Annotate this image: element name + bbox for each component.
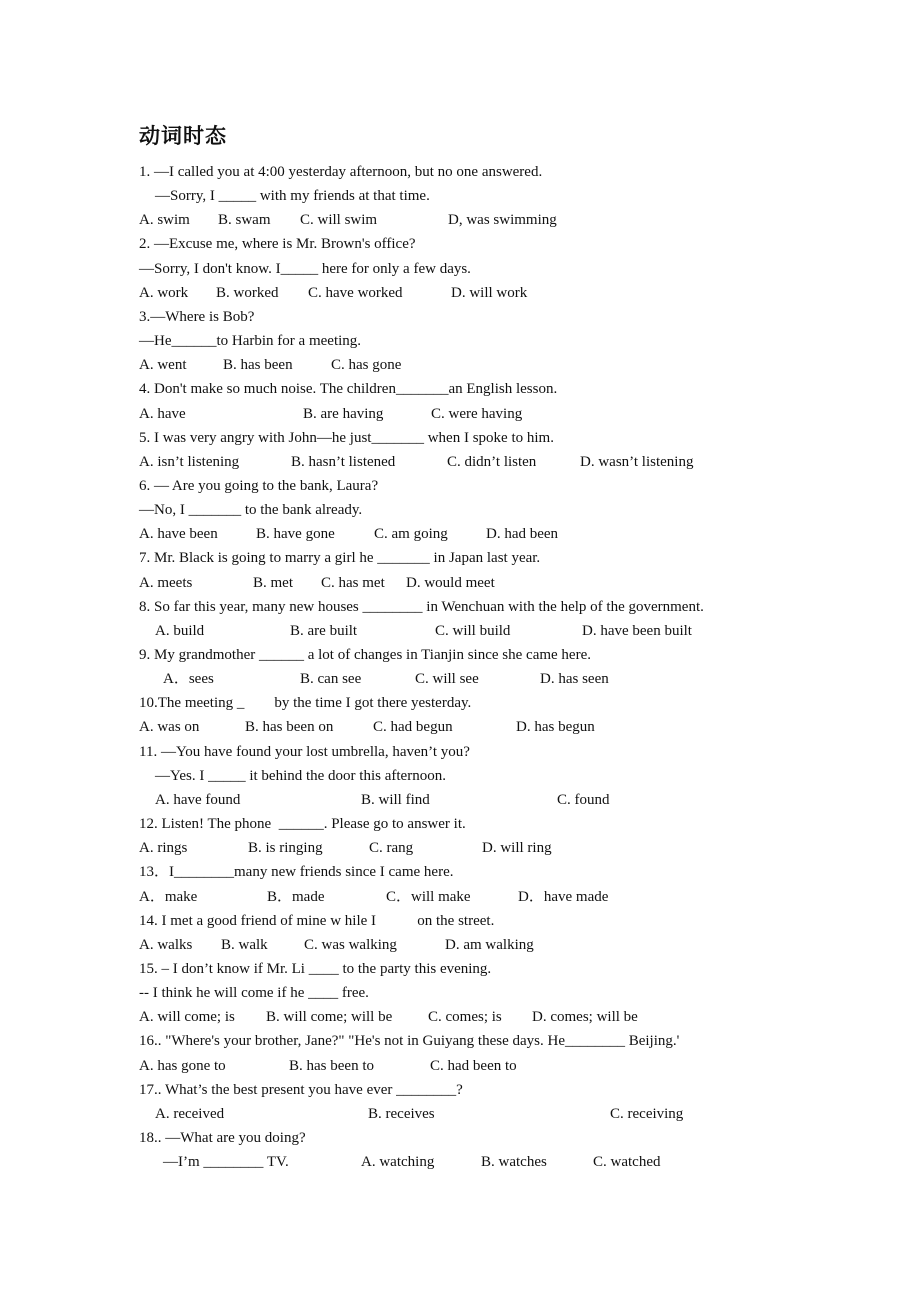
answer-option: D. have been built <box>582 622 692 639</box>
question-line <box>0 232 920 256</box>
question-line <box>0 691 920 715</box>
question-line <box>0 981 920 1005</box>
question-line <box>0 1126 920 1150</box>
answer-options <box>0 933 920 957</box>
question-text: -- I think he will come if he ____ free. <box>139 985 369 1002</box>
answer-option: A．make <box>139 888 198 905</box>
question-line <box>0 764 920 788</box>
answer-option: C. was walking <box>304 936 397 953</box>
answer-options <box>0 1054 920 1078</box>
question-text: 17.. What’s the best present you have ever ________? <box>139 1081 463 1098</box>
answer-option: A. was on <box>139 719 200 736</box>
question-text: 9. My grandmother ______ a lot of changes in Tianjin since she came here. <box>139 647 591 663</box>
answer-option: D. has begun <box>516 719 595 736</box>
question-text: 7. Mr. Black is going to marry a girl he _______ in Japan last year. <box>139 550 541 567</box>
question-text: 15. – I don’t know if Mr. Li ____ to the party this evening. <box>139 960 492 977</box>
question-line <box>0 957 920 981</box>
answer-option: B. will come; will be <box>266 1009 393 1026</box>
answer-option: A. meets <box>139 574 193 591</box>
question-line <box>0 909 920 933</box>
question-text: 2. —Excuse me, where is Mr. Brown's office? <box>139 236 416 253</box>
answer-option: C. were having <box>431 405 523 422</box>
question-line <box>0 426 920 450</box>
answer-options <box>0 571 920 595</box>
answer-option: D, was swimming <box>448 212 557 229</box>
question-line <box>0 740 920 764</box>
answer-option: B. met <box>253 574 293 591</box>
question-text: —Sorry, I don't know. I_____ here for only a few days. <box>139 260 471 277</box>
answer-option: A．sees <box>163 671 214 688</box>
page-title: 动词时态 <box>139 124 227 148</box>
answer-option: A. have <box>139 405 186 422</box>
answer-options <box>0 450 920 474</box>
answer-options <box>0 715 920 739</box>
question-text: 13．I________many new friends since I came here. <box>139 864 454 881</box>
answer-options <box>0 885 920 909</box>
question-text: 14. I met a good friend of mine w hile I on the street. <box>139 912 495 929</box>
answer-option: B. has been to <box>289 1057 374 1074</box>
answer-option: D. would meet <box>406 574 495 591</box>
answer-option: C. watched <box>593 1154 661 1171</box>
answer-option: C. receiving <box>610 1105 684 1122</box>
answer-option: A. will come; is <box>139 1009 235 1026</box>
answer-option: B. have gone <box>256 526 335 543</box>
answer-option: B. has been <box>223 357 293 374</box>
answer-option: B．made <box>267 888 325 905</box>
question-line <box>0 595 920 619</box>
answer-options <box>0 667 920 691</box>
answer-option: C. had been to <box>430 1057 517 1074</box>
answer-option: D．have made <box>518 888 609 905</box>
answer-option: B. receives <box>368 1105 435 1122</box>
answer-option: A. isn’t listening <box>139 453 240 470</box>
answer-option: C. am going <box>374 526 448 543</box>
answer-option: B. can see <box>300 671 362 688</box>
question-line <box>0 257 920 281</box>
answer-option: C. has gone <box>331 357 402 374</box>
answer-options <box>0 788 920 812</box>
answer-options <box>0 619 920 643</box>
answer-option: A. work <box>139 284 189 301</box>
answer-option: D. will work <box>451 284 528 301</box>
question-line <box>0 329 920 353</box>
question-line <box>0 305 920 329</box>
answer-options <box>0 353 920 377</box>
answer-option: C. will see <box>415 671 479 688</box>
answer-options <box>0 1102 920 1126</box>
answer-option: B. swam <box>218 212 271 229</box>
question-line <box>0 546 920 570</box>
answer-option: D. am walking <box>445 936 534 953</box>
question-text: 5. I was very angry with John—he just_______ when I spoke to him. <box>139 429 554 446</box>
answer-option: B. is ringing <box>248 840 323 857</box>
question-line <box>0 1029 920 1053</box>
answer-option: C. will build <box>435 622 511 639</box>
answer-option: A. walks <box>139 936 193 953</box>
answer-option: C．will make <box>386 888 471 905</box>
question-text: 3.—Where is Bob? <box>139 308 255 325</box>
answer-option: C. found <box>557 791 610 808</box>
question-line <box>0 184 920 208</box>
answer-options <box>0 1150 920 1174</box>
answer-option: A. swim <box>139 212 190 229</box>
answer-options <box>0 522 920 546</box>
answer-option: A. build <box>155 622 205 639</box>
answer-option: C. comes; is <box>428 1009 502 1026</box>
answer-option: A. have been <box>139 526 218 543</box>
answer-option: C. will swim <box>300 212 378 229</box>
answer-option: A. have found <box>155 791 241 808</box>
answer-option: C. rang <box>369 840 414 857</box>
answer-option: B. has been on <box>245 719 334 736</box>
answer-option: D. had been <box>486 526 559 543</box>
answer-options <box>0 1005 920 1029</box>
answer-option: C. has met <box>321 574 385 591</box>
answer-option: B. worked <box>216 284 279 301</box>
answer-option: D. comes; will be <box>532 1009 638 1026</box>
question-text: 10.The meeting _ by the time I got there yesterday. <box>139 695 472 712</box>
answer-option: B. walk <box>221 936 268 953</box>
answer-option: C. didn’t listen <box>447 453 537 470</box>
answer-option: A. went <box>139 357 187 374</box>
question-text: —He______to Harbin for a meeting. <box>139 333 362 350</box>
answer-options <box>0 836 920 860</box>
answer-option: D. will ring <box>482 840 552 857</box>
answer-option: B. hasn’t listened <box>291 453 396 470</box>
question-text: —Sorry, I _____ with my friends at that time. <box>155 188 430 205</box>
answer-option: C. had begun <box>373 719 453 736</box>
answer-option: A. watching <box>361 1154 435 1171</box>
answer-option: A. received <box>155 1105 225 1122</box>
answer-options <box>0 281 920 305</box>
answer-option: D. has seen <box>540 671 609 688</box>
answer-option: D. wasn’t listening <box>580 453 694 470</box>
answer-option: B. are having <box>303 405 384 422</box>
answer-option: B. watches <box>481 1154 547 1171</box>
question-text: 16.. "Where's your brother, Jane?" "He's not in Guiyang these days. He________ Beijing.' <box>139 1033 680 1050</box>
answer-option: A. has gone to <box>139 1057 226 1074</box>
answer-option: —I’m ________ TV. <box>163 1154 289 1171</box>
question-line <box>0 377 920 401</box>
answer-option: B. will find <box>361 791 430 808</box>
question-text: —No, I _______ to the bank already. <box>139 502 363 519</box>
answer-options <box>0 208 920 232</box>
question-text: 6. — Are you going to the bank, Laura? <box>139 477 379 494</box>
question-text: —Yes. I _____ it behind the door this afternoon. <box>155 767 446 784</box>
question-line <box>0 1078 920 1102</box>
question-line <box>0 160 920 184</box>
question-text: 12. Listen! The phone ______. Please go to answer it. <box>139 816 466 833</box>
answer-option: A. rings <box>139 840 188 857</box>
question-line <box>0 498 920 522</box>
question-text: 4. Don't make so much noise. The children_______an English lesson. <box>139 381 558 398</box>
question-text: 11. —You have found your lost umbrella, haven’t you? <box>139 743 470 760</box>
question-text: 1. —I called you at 4:00 yesterday afternoon, but no one answered. <box>139 164 543 180</box>
answer-option: C. have worked <box>308 284 403 301</box>
question-line <box>0 643 920 667</box>
question-line <box>0 474 920 498</box>
answer-option: B. are built <box>290 622 358 639</box>
answer-options <box>0 402 920 426</box>
question-line <box>0 860 920 884</box>
question-text: 18.. —What are you doing? <box>139 1130 306 1146</box>
question-line <box>0 812 920 836</box>
question-text: 8. So far this year, many new houses ________ in Wenchuan with the help of the government. <box>139 598 704 615</box>
